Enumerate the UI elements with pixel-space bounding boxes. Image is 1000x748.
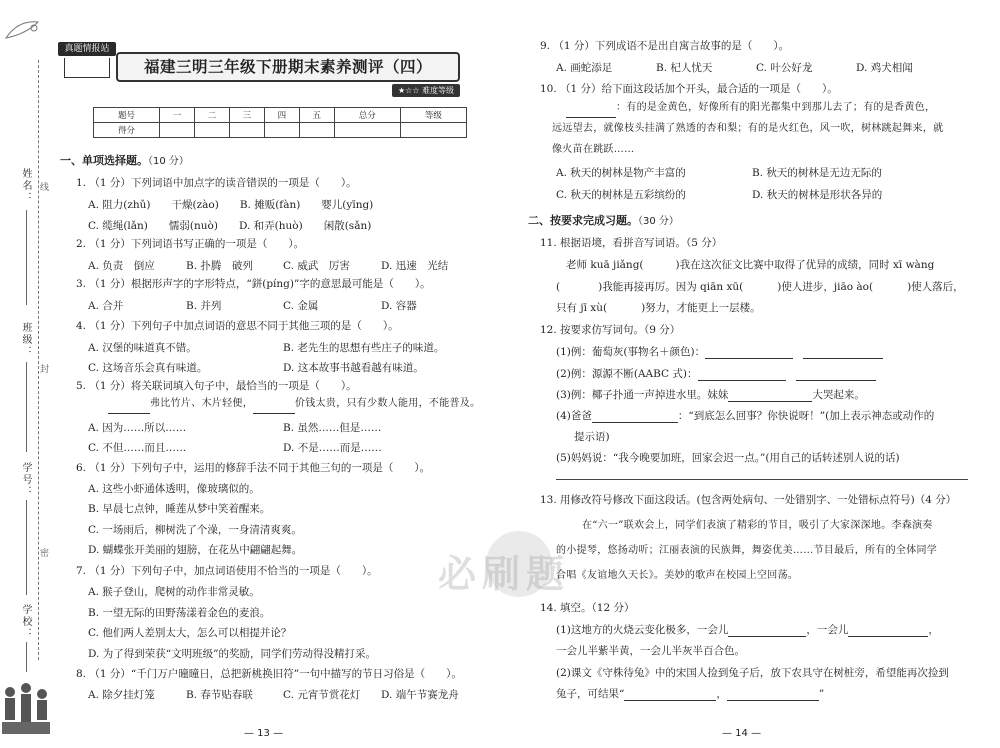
answer-line[interactable]	[728, 390, 812, 402]
question-stem: 9. （1 分）下列成语不是出自寓言故事的是（ ）。	[540, 40, 790, 52]
option-d[interactable]: D. 容器	[381, 300, 417, 312]
score-table	[93, 107, 467, 138]
q14-item-2: (2)课文《守株待兔》中的宋国人捡到兔子后，放下农具守在树桩旁，希望能再次捡到	[556, 667, 949, 679]
kids-silhouette-icon	[2, 680, 50, 734]
binding-margin	[0, 0, 52, 748]
blank-line[interactable]	[253, 402, 295, 414]
id-field-line[interactable]	[26, 500, 27, 595]
q12-prompt: (1)例：葡萄灰(事物名＋颜色)：	[556, 346, 706, 358]
q11-text: 只有 jī xù(	[556, 302, 608, 314]
q12-item-5: (5)妈妈说：“我今晚要加班，回家会迟一点。”(用自己的话转述别人说的话)	[556, 452, 900, 464]
passage-text: 价钱太贵，只有少数人能用，不能普及。	[295, 398, 481, 409]
q12-item-3	[556, 387, 865, 402]
option-c[interactable]: C. 他们两人差别太大，怎么可以相提并论？	[88, 627, 292, 639]
class-label: 班级：	[20, 322, 31, 358]
question-stem: 11. 根据语境，看拼音写词语。（5 分）	[540, 237, 723, 249]
q11-text: )我能再接再厉。因为 qiān xū(	[598, 281, 744, 293]
question-stem: 2. （1 分）下列词语书写正确的一项是（ ）。	[76, 238, 305, 250]
passage-text: ：有的是金黄色，好像所有的阳光都集中到那儿去了；有的是香黄色，	[616, 102, 936, 113]
option-c[interactable]: C. 这场音乐会真有味道。	[88, 362, 208, 374]
score-input-cell[interactable]	[264, 123, 299, 138]
option-c[interactable]: C. 威武 厉害	[283, 260, 350, 272]
blank-line[interactable]	[566, 106, 616, 118]
q14-text: (1)这地方的火烧云变化极多，一会儿	[556, 624, 729, 636]
score-cell: 题号	[94, 108, 160, 123]
score-input-cell[interactable]	[195, 123, 230, 138]
option-d[interactable]: D. 鸡犬相闻	[856, 62, 913, 74]
option-b[interactable]: B. 杞人忧天	[656, 62, 713, 74]
q12-item-1	[556, 344, 883, 359]
q14-item-1-cont: 一会儿半紫半黄，一会儿半灰半百合色。	[556, 645, 745, 657]
option-a[interactable]: A. 猴子登山，爬树的动作非常灵敏。	[88, 586, 260, 598]
answer-line[interactable]	[727, 689, 819, 701]
section-title: 一、单项选择题。	[60, 154, 148, 167]
watermark-text: 必刷题	[438, 552, 571, 596]
q11-text: )我在这次征文比赛中取得了优异的成绩，同时 xī wàng	[675, 259, 935, 271]
score-table-header-row	[94, 108, 467, 123]
q11-text: 老师 kuā jiǎng(	[566, 259, 644, 271]
question-stem: 8. （1 分）“千门万户曈曈日，总把新桃换旧符”一句中描写的节日习俗是（ ）。	[76, 668, 462, 680]
section-title: 二、按要求完成习题。	[528, 214, 638, 227]
q14-text: ”	[818, 688, 825, 700]
question-stem: 14. 填空。（12 分）	[540, 602, 635, 614]
q11-text: )使人落后，	[907, 281, 964, 293]
name-label: 姓名：	[20, 168, 31, 204]
blank-line[interactable]	[108, 402, 150, 414]
option-c[interactable]: C. 叶公好龙	[756, 62, 813, 74]
q11-text: )努力，才能更上一层楼。	[641, 302, 761, 314]
option-d[interactable]: D. 蝴蝶张开美丽的翅膀，在花丛中翩翩起舞。	[88, 544, 303, 556]
question-stem: 10. （1 分）给下面这段话加个开头，最合适的一项是（ ）。	[540, 83, 838, 95]
q1-options-ab[interactable]: A. 阻力(zhǔ) 干燥(zào) B. 摊贩(fàn) 婴儿(yīng)	[88, 199, 374, 211]
option-a[interactable]: A. 汉堡的味道真不错。	[88, 342, 197, 354]
answer-line[interactable]	[624, 689, 716, 701]
passage-text[interactable]: 合唱《友谊地久天长》。美妙的歌声在校园上空回荡。	[556, 570, 799, 581]
q14-text: 兔子，可结果“	[556, 688, 625, 700]
option-c[interactable]: C. 不但……而且……	[88, 442, 187, 454]
right-page	[500, 0, 1000, 748]
option-a[interactable]: A. 因为……所以……	[88, 422, 187, 434]
q12-prompt: (3)例：椰子扑通一声掉进水里。妹妹	[556, 389, 729, 401]
header-tag: 真题情报站	[58, 42, 116, 56]
option-d[interactable]: D. 为了得到荣获“文明班级”的奖励，同学们劳动得没精打采。	[88, 648, 376, 660]
answer-line[interactable]	[705, 347, 793, 359]
q12-prompt: (2)例：源源不断(AABC 式)：	[556, 368, 698, 380]
score-cell: 等级	[400, 108, 466, 123]
cut-word-line: 线	[40, 180, 49, 193]
option-a[interactable]: A. 画蛇添足	[556, 62, 613, 74]
section-points: （10 分）	[148, 156, 189, 167]
leaf-ornament-icon	[4, 18, 40, 40]
q14-item-1	[556, 622, 939, 637]
question-stem: 4. （1 分）下列句子中加点词语的意思不同于其他三项的是（ ）。	[76, 320, 399, 332]
option-c[interactable]: C. 金属	[283, 300, 319, 312]
laptop-icon	[64, 58, 110, 78]
q11-text: )使人进步，jiāo ào(	[777, 281, 874, 293]
option-b[interactable]: B. 一望无际的田野荡漾着金色的麦浪。	[88, 607, 271, 619]
q11-line1	[566, 257, 934, 272]
option-c[interactable]: C. 一场雨后，柳树洗了个澡，一身清清爽爽。	[88, 524, 302, 536]
passage-text: 远远望去，就像枝头挂满了熟透的杏和梨；有的是火红色，风一吹，树林跳起舞来，就	[552, 123, 944, 134]
score-cell: 二	[195, 108, 230, 123]
question-stem: 12. 按要求仿写词句。（9 分）	[540, 324, 681, 336]
q11-text: (	[556, 281, 561, 293]
score-row-label: 得分	[94, 123, 160, 138]
q13-passage	[556, 513, 976, 588]
q14-text: ，	[928, 624, 939, 636]
score-input-cell[interactable]	[160, 123, 195, 138]
option-b[interactable]: B. 秋天的树林是无边无际的	[752, 167, 882, 179]
answer-line[interactable]	[848, 625, 928, 637]
option-a[interactable]: A. 这些小虾通体透明，像玻璃似的。	[88, 483, 260, 495]
option-b[interactable]: B. 扑腾 破列	[186, 260, 253, 272]
option-d[interactable]: D. 这本故事书越看越有味道。	[283, 362, 424, 374]
option-c[interactable]: C. 秋天的树林是五彩缤纷的	[556, 189, 686, 201]
id-label: 学号：	[20, 462, 31, 498]
score-cell: 五	[299, 108, 334, 123]
q14-item-2-cont	[556, 686, 824, 701]
option-a[interactable]: A. 秋天的树林是物产丰富的	[556, 167, 686, 179]
page-title: 福建三明三年级下册期末素养测评（四）	[116, 52, 460, 82]
answer-line[interactable]	[796, 369, 876, 381]
option-a[interactable]: A. 除夕挂灯笼	[88, 689, 155, 701]
score-input-cell[interactable]	[334, 123, 400, 138]
cut-word-seal: 封	[40, 362, 49, 375]
q11-line3	[556, 300, 761, 315]
option-d[interactable]: D. 不是……而是……	[283, 442, 382, 454]
question-stem: 7. （1 分）下列句子中，加点词语使用不恰当的一项是（ ）。	[76, 565, 378, 577]
q1-options-cd[interactable]: C. 缆绳(lǎn) 懦弱(nuò) D. 和弄(huò) 闲散(sǎn)	[88, 220, 372, 232]
score-input-cell[interactable]	[400, 123, 466, 138]
page-number: — 13 —	[244, 728, 284, 739]
answer-line[interactable]	[803, 347, 883, 359]
name-field-line[interactable]	[26, 210, 27, 305]
q12-prompt: (4)爸爸	[556, 410, 592, 422]
answer-line[interactable]	[556, 479, 968, 480]
q10-passage	[552, 97, 972, 160]
score-cell: 总分	[334, 108, 400, 123]
page-number: — 14 —	[722, 728, 762, 739]
binding-cut-line	[38, 60, 39, 660]
score-cell: 一	[160, 108, 195, 123]
q11-line2	[556, 279, 964, 294]
question-stem: 5. （1 分）将关联词填入句子中，最恰当的一项是（ ）。	[76, 380, 357, 392]
section-heading-1	[60, 152, 189, 168]
question-stem: 6. （1 分）下列句子中，运用的修辞手法不同于其他三句的一项是（ ）。	[76, 462, 431, 474]
option-d[interactable]: D. 端午节赛龙舟	[381, 689, 459, 701]
option-c[interactable]: C. 元宵节赏花灯	[283, 689, 361, 701]
school-label: 学校：	[20, 604, 31, 640]
option-d[interactable]: D. 迅速 光结	[381, 260, 449, 272]
score-cell: 四	[264, 108, 299, 123]
answer-line[interactable]	[728, 625, 806, 637]
class-field-line[interactable]	[26, 362, 27, 452]
score-input-cell[interactable]	[299, 123, 334, 138]
section-heading-2	[528, 212, 679, 228]
cut-word-mi: 密	[40, 546, 49, 559]
option-b[interactable]: B. 春节贴春联	[186, 689, 253, 701]
q12-item-4-cont: 提示语)	[574, 431, 610, 443]
passage-text[interactable]: 在“六一”联欢会上，同学们表演了精彩的节目，吸引了大家深深地。李森演奏	[582, 520, 933, 531]
q12-prompt: 大哭起来。	[812, 389, 865, 401]
q14-text: ，一会儿	[806, 624, 849, 636]
q5-passage	[108, 393, 480, 414]
difficulty-badge: ★☆☆ 难度等级	[392, 84, 460, 97]
question-stem: 13. 用修改符号修改下面这段话。(包含两处病句、一处错别字、一处错标点符号)（4 分）	[540, 494, 957, 506]
option-a[interactable]: A. 负责 倒应	[88, 260, 155, 272]
score-table-score-row	[94, 123, 467, 138]
answer-line[interactable]	[592, 411, 678, 423]
option-b[interactable]: B. 老先生的思想有些庄子的味道。	[283, 342, 445, 354]
passage-text[interactable]: 的小提琴，悠扬动听；江丽表演的民族舞，舞姿优美……节目最后，所有的全体同学	[556, 545, 938, 556]
option-a[interactable]: A. 合并	[88, 300, 124, 312]
q12-item-2	[556, 366, 876, 381]
score-cell: 三	[229, 108, 264, 123]
q12-prompt: ：“到底怎么回事？你快说呀！”(加上表示神态或动作的	[677, 410, 935, 422]
q12-item-4	[556, 408, 934, 423]
score-input-cell[interactable]	[229, 123, 264, 138]
q14-text: ，	[716, 688, 727, 700]
passage-text: 像火苗在跳跃……	[552, 144, 635, 155]
school-field-line[interactable]	[26, 642, 27, 672]
option-d[interactable]: D. 秋天的树林是形状各异的	[752, 189, 883, 201]
option-b[interactable]: B. 并列	[186, 300, 222, 312]
question-stem: 1. （1 分）下列词语中加点字的读音错误的一项是（ ）。	[76, 177, 357, 189]
question-stem: 3. （1 分）根据形声字的字形特点，“鉼(píng)”字的意思最可能是（ ）。	[76, 278, 431, 290]
option-b[interactable]: B. 虽然……但是……	[283, 422, 382, 434]
passage-text: 弗比竹片、木片轻便，	[150, 398, 253, 409]
option-b[interactable]: B. 早晨七点钟，睡莲从梦中笑着醒来。	[88, 503, 271, 515]
section-points: （30 分）	[638, 216, 679, 227]
answer-line[interactable]	[698, 369, 786, 381]
